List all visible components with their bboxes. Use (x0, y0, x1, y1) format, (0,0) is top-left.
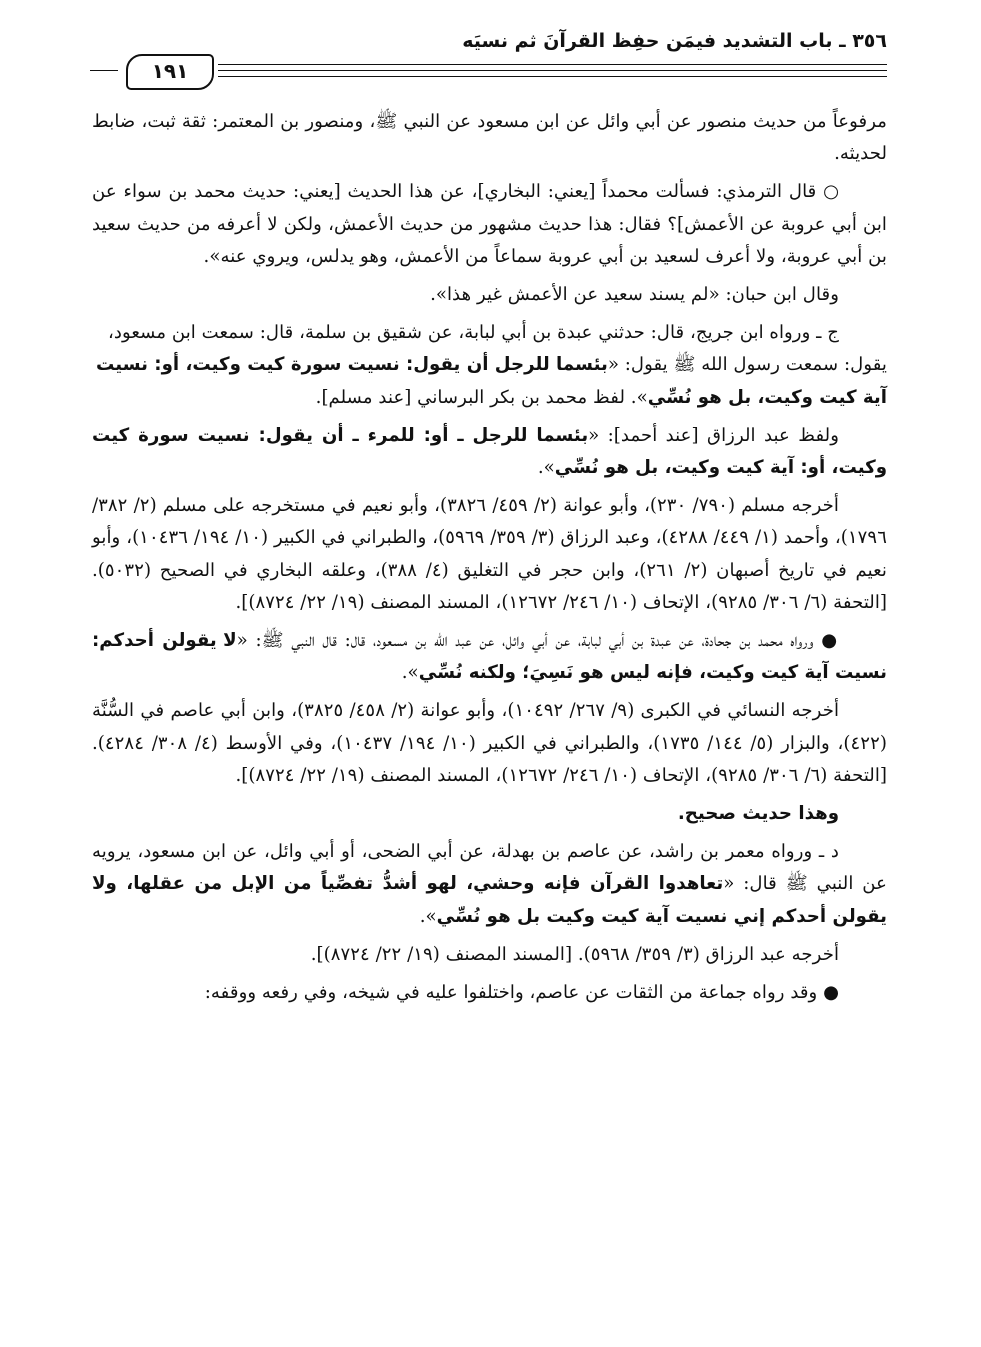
paragraph-text: ». (537, 457, 555, 479)
header-rule (218, 76, 887, 77)
paragraph-text: ● ورواه محمد بن جحادة، عن عبدة بن أبي لبابة، عن أبي وائل، عن عبد الله بن مسعود، قال: قال النبي ﷺ: « (236, 630, 840, 652)
paragraph-takhrij-nasai: أخرجه النسائي في الكبرى (٩/ ٢٦٧/ ١٠٤٩٢)، وأبو عوانة (٢/ ٤٥٨/ ٣٨٢٥)، وابن أبي عاصم في السُّنَّة (٤٢٢)، والبزار (٥/ ١٤٤/ ١٧٣٥)، والطبراني في الكبير (١٠/ ١٩٤/ ١٠٤٣٧)، وفي الأوسط (٤/ ٣٠٨/ ٤٢٨٤). [التحفة (٦/ ٣٠٦/ ٩٢٨٥)، الإتحاف (١٠/ ٢٤٦/ ١٢٦٧٢)، المسند المصنف (١٩/ ٢٢/ ٨٧٢٤)]. (92, 700, 887, 786)
paragraph-text: ». (401, 662, 419, 684)
hadith-text-bold: لا يقولن أحدكم: نسيت آية كيت وكيت، فإنه ليس هو نَسِيَ؛ ولكنه نُسِّي (92, 630, 887, 684)
paragraph-takhrij-abdurrazzaq: أخرجه عبد الرزاق (٣/ ٣٥٩/ ٥٩٦٨). [المسند المصنف (١٩/ ٢٢/ ٨٧٢٤)]. (310, 943, 839, 965)
paragraph-section-dal (92, 836, 887, 933)
page-body (92, 106, 887, 1015)
header-rule (218, 70, 887, 71)
paragraph-abdurrazzaq-wording (92, 420, 887, 484)
hadith-text-bold: تعاهدوا القرآن فإنه وحشي، لهو أشدُّ تفصِّياً من الإبل من عقلها، ولا يقولن أحدكم إني نسيت آية كيت وكيت بل هو نُسِّي (92, 873, 887, 927)
paragraph-text: ولفظ عبد الرزاق [عند أحمد]: « (588, 424, 839, 446)
paragraph-takhrij-muslim: أخرجه مسلم (٧٩٠/ ٢٣٠)، وأبو عوانة (٢/ ٤٥٩/ ٣٨٢٦)، وأبو نعيم في مستخرجه على مسلم (٢/ ٣٨٢/ ١٧٩٦)، وأحمد (١/ ٤٤٩/ ٤٢٨٨)، وعبد الرزاق (٣/ ٣٥٩/ ٥٩٦٩)، والطبراني في الكبير (١٠/ ١٩٤/ ١٠٤٣٦)، وأبو نعيم في تاريخ أصبهان (٢/ ٢٦١)، وابن حجر في التغليق (٤/ ٣٨٨)، وعلقه البخاري في الصحيح (٥٠٣٢). [التحفة (٦/ ٣٠٦/ ٩٢٨٥)، الإتحاف (١٠/ ٢٤٦/ ١٢٦٧٢)، المسند المصنف (١٩/ ٢٢/ ٨٧٢٤)]. (92, 495, 887, 613)
verdict-bold: وهذا حديث صحيح. (677, 803, 839, 825)
hadith-text-bold: بئسما للرجل أن يقول: نسيت سورة كيت وكيت، أو: نسيت آية كيت وكيت، بل هو نُسِّي (95, 354, 887, 408)
paragraph-verdict (92, 798, 887, 830)
paragraph-section-jim (92, 317, 887, 414)
paragraph-text: ». لفظ محمد بن بكر البرساني [عند مسلم]. (315, 386, 648, 408)
paragraph-tirmidhi-quote: ○ قال الترمذي: فسألت محمداً [يعني: البخاري]، عن هذا الحديث [يعني: حديث محمد بن سواء عن ابن أبي عروبة عن الأعمش]؟ فقال: هذا حديث مشهور من حديث الأعمش، ولكن لا أعرفه من حديث سعيد بن أبي عروبة، ولا أعرف لسعيد بن أبي عروبة سماعاً من الأعمش، وهو يدلس، ويروي عنه». (92, 181, 887, 267)
page-header (90, 30, 887, 88)
paragraph-continuation: مرفوعاً من حديث منصور عن أبي وائل عن ابن مسعود عن النبي ﷺ، ومنصور بن المعتمر: ثقة ثبت، ضابط لحديثه. (92, 111, 887, 165)
paragraph-text: د ـ ورواه معمر بن راشد، عن عاصم بن بهدلة، عن أبي الضحى، أو أبي وائل، عن ابن مسعود، يرويه عن النبي ﷺ قال: « (92, 841, 887, 895)
running-title: ٣٥٦ ـ باب التشديد فيمَن حفِظ القرآنَ ثم نسيَه (462, 30, 887, 52)
paragraph-text: ». (419, 905, 437, 927)
hadith-text-bold: بئسما للرجل ـ أو: للمرء ـ أن يقول: نسيت سورة كيت وكيت، أو: آية كيت وكيت، بل هو نُسِّي (92, 424, 887, 479)
page-number-badge: ١٩١ (126, 54, 214, 90)
paragraph-asim-narrators: ● وقد رواه جماعة من الثقات عن عاصم، واختلفوا عليه في شيخه، وفي رفعه ووقفه: (204, 982, 839, 1004)
header-rule (218, 64, 887, 65)
paragraph-ibn-juhada (92, 625, 887, 689)
paragraph-text: ج ـ ورواه ابن جريج، قال: حدثني عبدة بن أبي لبابة، عن شقيق بن سلمة، قال: سمعت ابن مسعود، يقول: سمعت رسول الله ﷺ يقول: « (107, 322, 887, 376)
header-rule-short (90, 70, 118, 71)
paragraph-ibn-hibban: وقال ابن حبان: «لم يسند سعيد عن الأعمش غير هذا». (430, 284, 839, 306)
